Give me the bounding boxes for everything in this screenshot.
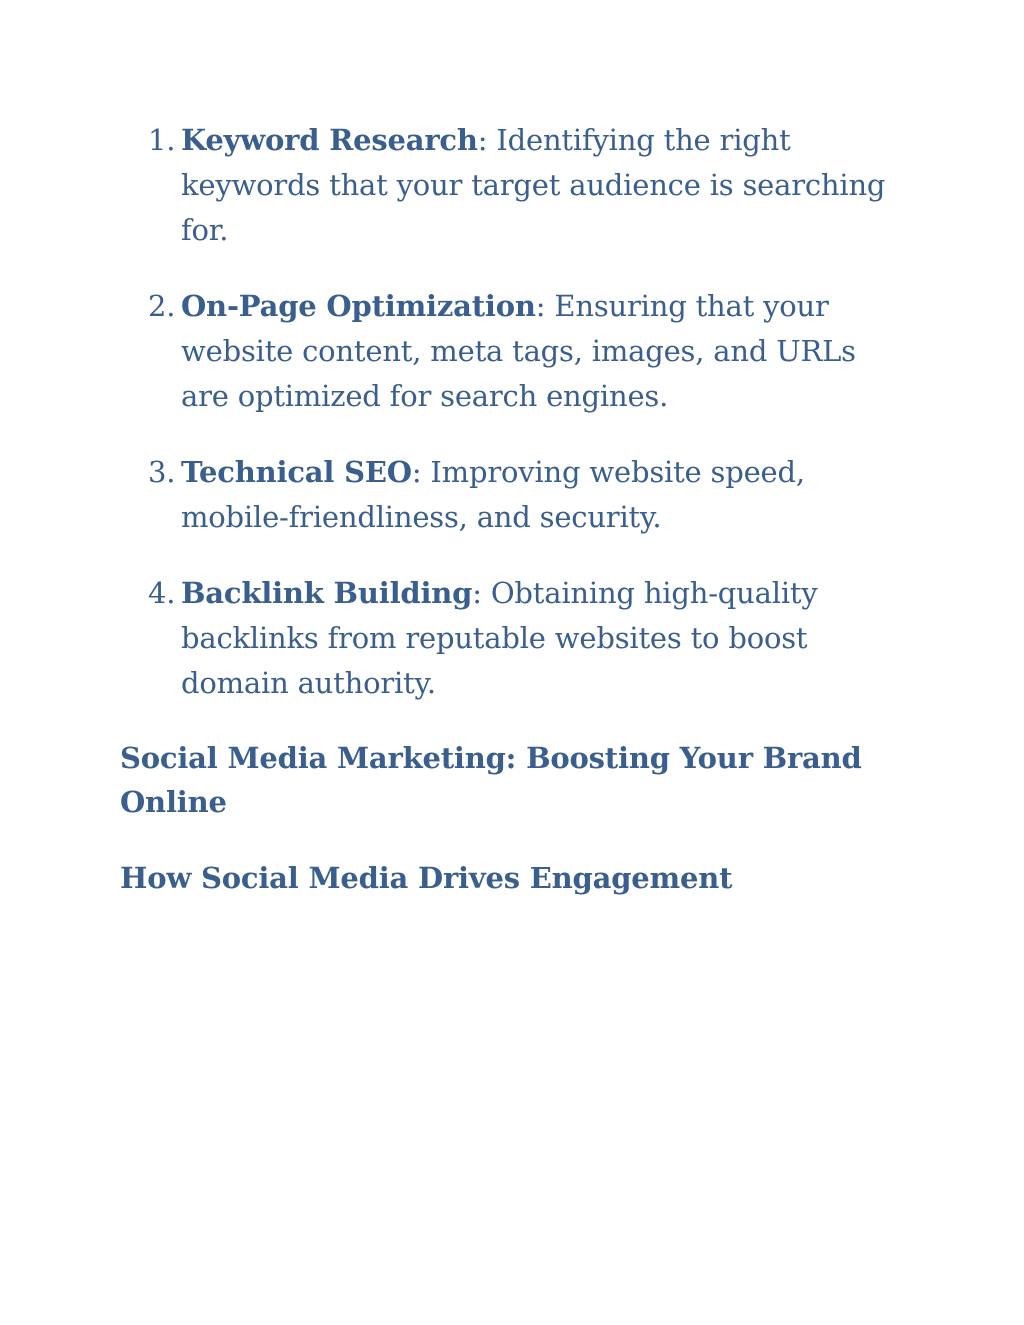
list-item-term: Keyword Research [181, 123, 478, 157]
list-item-description: Improving website speed, mobile-friendliness, and security. [181, 455, 805, 534]
list-item-separator: : [535, 289, 546, 323]
list-item [120, 118, 910, 253]
list-item-description: Ensuring that your website content, meta tags, images, and URLs are optimized for search engines. [181, 289, 856, 413]
list-item [120, 571, 910, 706]
list-item-separator: : [477, 123, 488, 157]
list-item [120, 284, 910, 419]
list-item [120, 450, 910, 540]
list-item-term: Technical SEO [181, 455, 412, 489]
list-item-description: Identifying the right keywords that your target audience is searching for. [181, 123, 886, 247]
list-item-term: Backlink Building [181, 576, 473, 610]
list-item-description: Obtaining high-quality backlinks from reputable websites to boost domain authority. [181, 576, 818, 700]
list-item-number: 4. [148, 576, 176, 610]
list-item-number: 1. [148, 123, 176, 157]
section-heading-social-media: Social Media Marketing: Boosting Your Brand Online [120, 741, 862, 819]
list-item-number: 3. [148, 455, 176, 489]
list-item-number: 2. [148, 289, 176, 323]
seo-steps-list [120, 118, 910, 737]
list-item-separator: : [472, 576, 482, 610]
section-heading-engagement: How Social Media Drives Engagement [120, 861, 733, 895]
list-item-term: On-Page Optimization [181, 289, 536, 323]
list-item-separator: : [411, 455, 422, 489]
